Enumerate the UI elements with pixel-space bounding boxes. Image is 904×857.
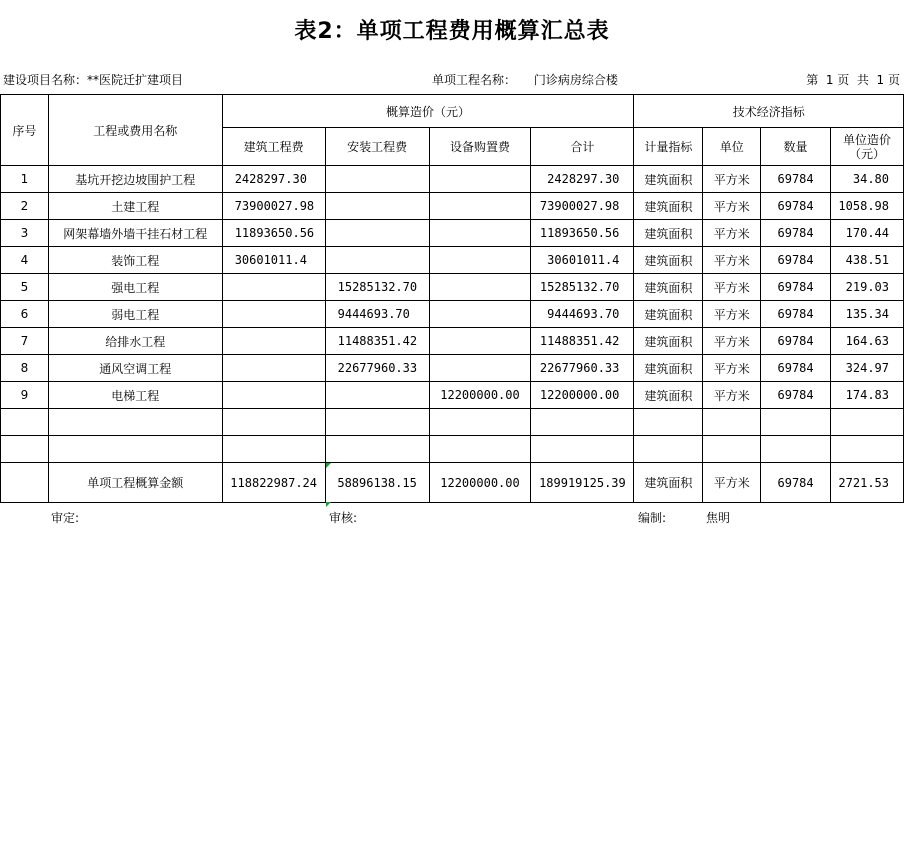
header-total: 合计	[531, 128, 634, 166]
row-measure: 建筑面积	[634, 328, 703, 355]
table-row	[1, 193, 904, 220]
row-unit-price: 1058.98	[830, 193, 903, 220]
row-unit-price: 324.97	[830, 355, 903, 382]
row-install: 22677960.33	[325, 355, 429, 382]
row-seq: 1	[1, 166, 49, 193]
project-name-line	[3, 71, 183, 88]
row-unit-price: 170.44	[830, 220, 903, 247]
row-qty: 69784	[761, 355, 831, 382]
row-unit-price: 174.83	[830, 382, 903, 409]
summary-unit-price: 2721.53	[830, 463, 903, 503]
row-unit: 平方米	[703, 193, 761, 220]
row-seq: 6	[1, 301, 49, 328]
row-name: 基坑开挖边坡围护工程	[48, 166, 222, 193]
summary-equipment: 12200000.00	[429, 463, 531, 503]
approve-label: 审定:	[51, 511, 80, 525]
header-equipment: 设备购置费	[429, 128, 531, 166]
row-name: 网架幕墙外墙干挂石材工程	[48, 220, 222, 247]
row-qty: 69784	[761, 193, 831, 220]
row-build	[222, 355, 325, 382]
row-total: 73900027.98	[531, 193, 634, 220]
row-install	[325, 382, 429, 409]
row-build: 11893650.56	[222, 220, 325, 247]
row-total: 12200000.00	[531, 382, 634, 409]
summary-qty: 69784	[761, 463, 831, 503]
row-qty: 69784	[761, 247, 831, 274]
cost-summary-table	[0, 94, 904, 503]
row-name: 电梯工程	[48, 382, 222, 409]
header-tech-group: 技术经济指标	[634, 95, 904, 128]
row-equipment	[429, 355, 531, 382]
row-install: 15285132.70	[325, 274, 429, 301]
row-install	[325, 193, 429, 220]
summary-build: 118822987.24	[222, 463, 325, 503]
row-seq: 9	[1, 382, 49, 409]
row-build: 30601011.4	[222, 247, 325, 274]
row-seq: 3	[1, 220, 49, 247]
empty-row	[1, 436, 904, 463]
table-row	[1, 220, 904, 247]
row-equipment	[429, 166, 531, 193]
row-unit-price: 438.51	[830, 247, 903, 274]
row-install: 11488351.42	[325, 328, 429, 355]
item-name-value: 门诊病房综合楼	[533, 73, 618, 87]
table-row	[1, 328, 904, 355]
header-build: 建筑工程费	[222, 128, 325, 166]
row-measure: 建筑面积	[634, 166, 703, 193]
row-qty: 69784	[761, 301, 831, 328]
row-total: 30601011.4	[531, 247, 634, 274]
row-seq: 4	[1, 247, 49, 274]
row-equipment	[429, 220, 531, 247]
compile-name: 焦明	[706, 511, 731, 525]
row-build	[222, 274, 325, 301]
row-install: 9444693.70	[325, 301, 429, 328]
row-qty: 69784	[761, 274, 831, 301]
row-total: 11488351.42	[531, 328, 634, 355]
page-indicator: 第 1 页 共 1 页	[806, 73, 900, 87]
row-total: 2428297.30	[531, 166, 634, 193]
row-seq: 5	[1, 274, 49, 301]
row-qty: 69784	[761, 382, 831, 409]
summary-row	[1, 463, 904, 503]
row-name: 土建工程	[48, 193, 222, 220]
row-qty: 69784	[761, 166, 831, 193]
item-name-label: 单项工程名称：	[432, 73, 517, 87]
review-label: 审核:	[329, 511, 358, 525]
header-install: 安装工程费	[325, 128, 429, 166]
row-measure: 建筑面积	[634, 382, 703, 409]
page-title: 表2：单项工程费用概算汇总表	[294, 19, 610, 44]
row-equipment	[429, 328, 531, 355]
empty-row	[1, 409, 904, 436]
row-equipment	[429, 247, 531, 274]
row-measure: 建筑面积	[634, 301, 703, 328]
row-unit: 平方米	[703, 274, 761, 301]
row-measure: 建筑面积	[634, 220, 703, 247]
row-qty: 69784	[761, 328, 831, 355]
row-install	[325, 166, 429, 193]
project-name-value: **医院迁扩建项目	[87, 73, 184, 87]
row-unit-price: 135.34	[830, 301, 903, 328]
header-name: 工程或费用名称	[48, 95, 222, 166]
row-name: 装饰工程	[48, 247, 222, 274]
row-total: 11893650.56	[531, 220, 634, 247]
summary-unit: 平方米	[703, 463, 761, 503]
row-build	[222, 328, 325, 355]
project-name-label: 建设项目名称：	[3, 73, 88, 87]
row-build	[222, 301, 325, 328]
cell-comment-marker	[326, 463, 331, 468]
row-install	[325, 247, 429, 274]
header-estimate-group: 概算造价（元）	[222, 95, 634, 128]
row-total: 22677960.33	[531, 355, 634, 382]
cell-comment-marker	[326, 502, 331, 507]
row-seq: 8	[1, 355, 49, 382]
row-unit: 平方米	[703, 220, 761, 247]
row-install	[325, 220, 429, 247]
row-build: 2428297.30	[222, 166, 325, 193]
row-seq: 2	[1, 193, 49, 220]
row-qty: 69784	[761, 220, 831, 247]
row-equipment	[429, 193, 531, 220]
row-equipment: 12200000.00	[429, 382, 531, 409]
summary-measure: 建筑面积	[634, 463, 703, 503]
row-name: 强电工程	[48, 274, 222, 301]
row-equipment	[429, 274, 531, 301]
table-row	[1, 355, 904, 382]
row-build: 73900027.98	[222, 193, 325, 220]
header-qty: 数量	[761, 128, 831, 166]
row-unit: 平方米	[703, 328, 761, 355]
table-row	[1, 166, 904, 193]
table-row	[1, 274, 904, 301]
row-name: 通风空调工程	[48, 355, 222, 382]
row-unit-price: 219.03	[830, 274, 903, 301]
row-measure: 建筑面积	[634, 193, 703, 220]
row-unit: 平方米	[703, 247, 761, 274]
summary-name: 单项工程概算金额	[48, 463, 222, 503]
row-measure: 建筑面积	[634, 274, 703, 301]
row-total: 9444693.70	[531, 301, 634, 328]
table-row	[1, 382, 904, 409]
header-measure: 计量指标	[634, 128, 703, 166]
row-equipment	[429, 301, 531, 328]
row-unit-price: 34.80	[830, 166, 903, 193]
header-unit: 单位	[703, 128, 761, 166]
table-row	[1, 247, 904, 274]
summary-install: 58896138.15	[325, 463, 429, 503]
row-unit: 平方米	[703, 382, 761, 409]
row-unit: 平方米	[703, 355, 761, 382]
row-name: 弱电工程	[48, 301, 222, 328]
row-total: 15285132.70	[531, 274, 634, 301]
table-row	[1, 301, 904, 328]
row-unit: 平方米	[703, 166, 761, 193]
header-seq: 序号	[1, 95, 49, 166]
compile-label: 编制:	[638, 511, 667, 525]
header-unit-price: 单位造价（元）	[830, 128, 903, 166]
summary-total: 189919125.39	[531, 463, 634, 503]
row-build	[222, 382, 325, 409]
row-seq: 7	[1, 328, 49, 355]
row-measure: 建筑面积	[634, 355, 703, 382]
row-measure: 建筑面积	[634, 247, 703, 274]
row-unit: 平方米	[703, 301, 761, 328]
row-name: 给排水工程	[48, 328, 222, 355]
row-unit-price: 164.63	[830, 328, 903, 355]
item-name-line	[432, 71, 618, 88]
